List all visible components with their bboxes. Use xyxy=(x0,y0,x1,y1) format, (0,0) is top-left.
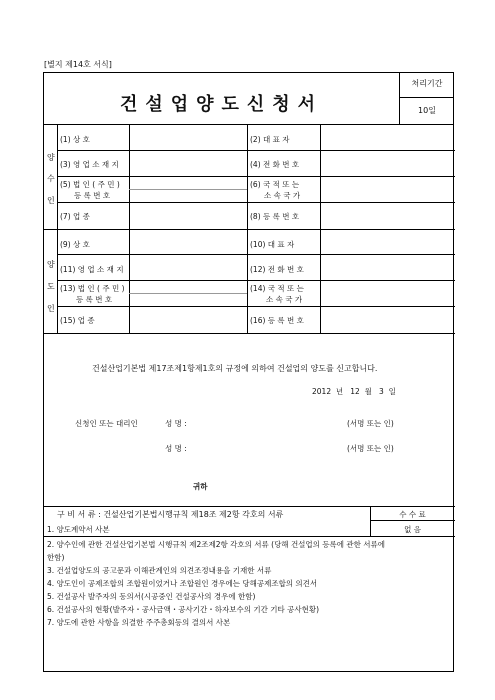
field-label-7: (7) 업 종 xyxy=(60,212,90,221)
field-label-14: (14) 국 적 또 는 소 속 국 가 xyxy=(250,284,304,304)
fee-label: 수 수 료 xyxy=(399,510,426,519)
field-label-11: (11) 영 업 소 재 지 xyxy=(60,265,124,274)
side-char: 도 xyxy=(47,282,55,291)
applicant-label: 신청인 또는 대리인 xyxy=(75,419,138,428)
document-item-4: 4. 양도인이 공제조합의 조합원이었거나 조합원인 경우에는 당해공제조합의 의견서 xyxy=(47,579,318,588)
statement-text: 건설산업기본법 제17조제1항제1호의 규정에 의하여 건설업의 양도를 신고합니다. xyxy=(92,364,378,373)
field-label-4: (4) 전 화 번 호 xyxy=(250,160,300,169)
document-item-5: 5. 건설공사 발주자의 동의서(시공중인 건설공사의 경우에 한함) xyxy=(47,592,256,601)
field-label-1: (1) 상 호 xyxy=(60,135,90,144)
section-divider xyxy=(44,506,455,507)
field-label-9: (9) 상 호 xyxy=(60,240,90,249)
col-divider xyxy=(247,125,248,333)
row-divider xyxy=(57,254,455,255)
document-item-1: 1. 양도계약서 사본 xyxy=(47,525,110,534)
processing-period-box xyxy=(400,73,454,125)
row-divider xyxy=(57,150,455,151)
field-label-12: (12) 전 화 번 호 xyxy=(250,265,304,274)
side-char: 인 xyxy=(47,304,55,313)
processing-period-label: 처리기간 xyxy=(411,79,443,88)
field-label-16: (16) 등 록 번 호 xyxy=(250,316,304,325)
sign-note: (서명 또는 인) xyxy=(347,419,394,428)
field-label-13: (13) 법 인 ( 주 민 ) 등 록 번 호 xyxy=(60,284,125,304)
processing-period-value: 10일 xyxy=(418,106,436,115)
side-char: 양 xyxy=(47,260,55,269)
col-divider xyxy=(320,125,321,333)
field-label-10: (10) 대 표 자 xyxy=(250,240,295,249)
document-item-2-cont: 한함) xyxy=(47,553,65,562)
title-cell xyxy=(44,73,400,125)
row-subdivider xyxy=(129,189,247,190)
document-item-7: 7. 양도에 관한 사항을 의결한 주주총회등의 결의서 사본 xyxy=(47,618,231,627)
document-item-2: 2. 양수인에 관한 건설산업기본법 시행규칙 제2조제2항 각호의 서류 (당해 건설업의 등록에 관한 서류에 xyxy=(47,540,386,549)
document-item-6: 6. 건설공사의 현황(발주자・공사금액・공사기간・하자보수의 기간 기타 공사현황) xyxy=(47,605,320,614)
side-char: 양 xyxy=(47,153,55,162)
row-divider xyxy=(44,536,455,537)
documents-header: 구 비 서 류 : 건설산업기본법시행규칙 제18조 제2항 각호의 서류 xyxy=(57,510,284,519)
fee-row-divider xyxy=(370,520,455,521)
field-label-8: (8) 등 록 번 호 xyxy=(250,212,300,221)
field-label-2: (2) 대 표 자 xyxy=(250,135,290,144)
field-label-15: (15) 업 종 xyxy=(60,316,95,325)
field-label-6: (6) 국 적 또 는 소 속 국 가 xyxy=(250,180,301,200)
row-divider xyxy=(57,280,455,281)
row-divider xyxy=(57,306,455,307)
document-item-3: 3. 건설업양도의 공고문과 이해관계인의 의견조정내용을 기재한 서류 xyxy=(47,566,272,575)
form-number: [별지 제14호 서식] xyxy=(44,60,112,69)
name-label: 성 명 : xyxy=(165,444,187,453)
side-char: 인 xyxy=(47,196,55,205)
section-divider xyxy=(44,333,455,334)
page-title: 건설업양도신청서 xyxy=(119,94,324,115)
processing-divider xyxy=(400,97,454,98)
fee-value: 없 음 xyxy=(404,525,421,534)
col-divider xyxy=(129,125,130,333)
side-char: 수 xyxy=(47,174,55,183)
field-label-5: (5) 법 인 ( 주 민 ) 등 록 번 호 xyxy=(60,180,120,200)
field-label-3: (3) 영 업 소 재 지 xyxy=(60,160,119,169)
application-form xyxy=(43,72,454,672)
sign-note: (서명 또는 인) xyxy=(347,444,394,453)
date-line: 2012 년 12 월 3 일 xyxy=(312,387,396,396)
row-divider xyxy=(57,202,455,203)
row-divider xyxy=(57,176,455,177)
name-label: 성 명 : xyxy=(165,419,187,428)
section-divider xyxy=(44,229,455,230)
row-subdivider xyxy=(129,293,247,294)
recipient: 귀하 xyxy=(193,482,208,491)
